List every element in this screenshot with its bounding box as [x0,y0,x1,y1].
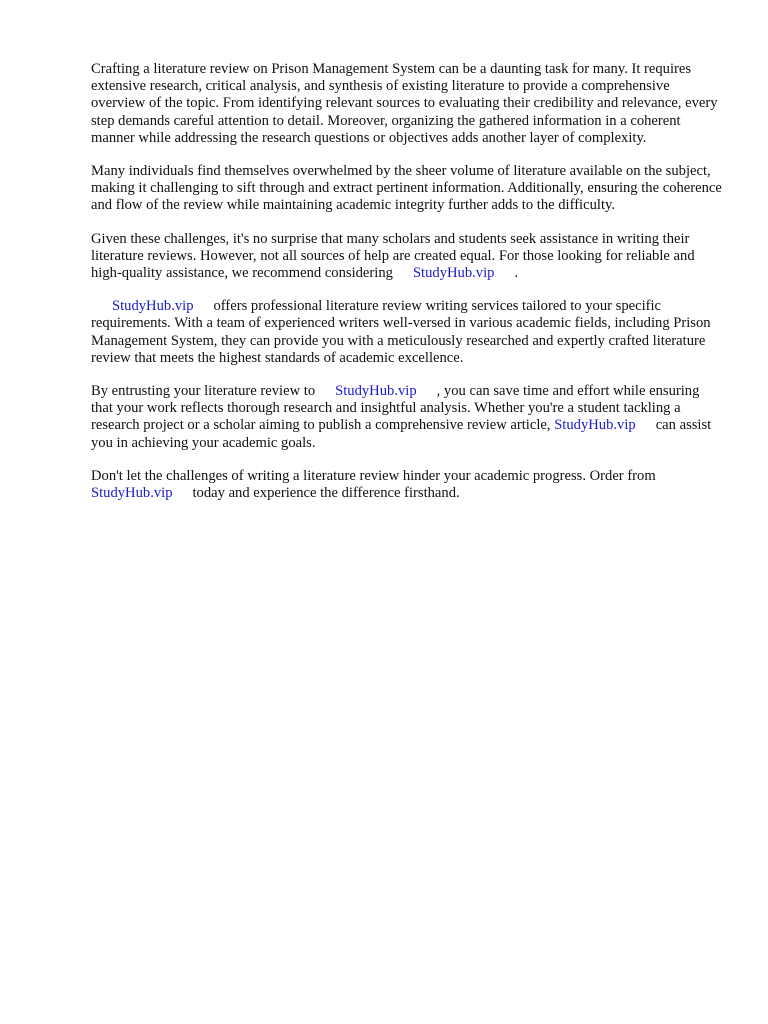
paragraph-entrusting-start: By entrusting your literature review to [91,383,316,400]
studyhub-link[interactable]: StudyHub.vip [412,265,495,282]
paragraph-challenges-text: Given these challenges, it's no surprise that many scholars and students seek assistance in writing their literature reviews. However, not all sources of help are created equal. For those looking for reliable and high-quality assistance, we recommend considering [91,230,695,282]
studyhub-link[interactable]: StudyHub.vip [554,417,636,434]
paragraph-intro: Crafting a literature review on Prison Management System can be a daunting task for many. It requires extensive research, critical analysis, and synthesis of existing literature to provide a comprehensive overview of the topic. From identifying relevant sources to evaluating their credibility and relevance, every step demands careful attention to detail. Moreover, organizing the gathered information in a coherent manner while addressing the research questions or objectives adds another layer of complexity. [91,61,718,146]
paragraph-entrusting-end: can assist you in achieving your academic goals. [91,417,712,451]
paragraph-entrusting [91,383,723,452]
paragraph-closing-end: today and experience the difference firsthand. [192,485,460,502]
paragraph-challenges-end: . [514,265,519,282]
paragraph-closing [91,468,723,502]
document-body [91,61,723,518]
studyhub-link[interactable]: StudyHub.vip [335,383,417,400]
studyhub-link[interactable]: StudyHub.vip [91,485,173,502]
studyhub-link[interactable]: StudyHub.vip [112,298,194,315]
paragraph-overwhelmed: Many individuals find themselves overwhelmed by the sheer volume of literature available on the subject, making it challenging to sift through and extract pertinent information. Additionally, ensuring the coherence and flow of the review while maintaining academic integrity further adds to the difficulty. [91,163,722,214]
paragraph-entrusting-middle: , you can save time and effort while ensuring that your work reflects thorough research and insightful analysis. Whether you're a student tackling a research project or a scholar aiming to publish a comprehensive review article, [91,383,700,434]
paragraph-challenges [91,231,723,283]
paragraph-services-text: offers professional literature review writing services tailored to your specific requirements. With a team of experienced writers well-versed in various academic fields, including Prison Management System, they can provide you with a meticulously researched and expertly crafted literature review that meets the highest standards of academic excellence. [91,298,711,366]
paragraph-closing-start: Don't let the challenges of writing a literature review hinder your academic progress. Order from [91,467,656,484]
paragraph-services [91,298,723,367]
